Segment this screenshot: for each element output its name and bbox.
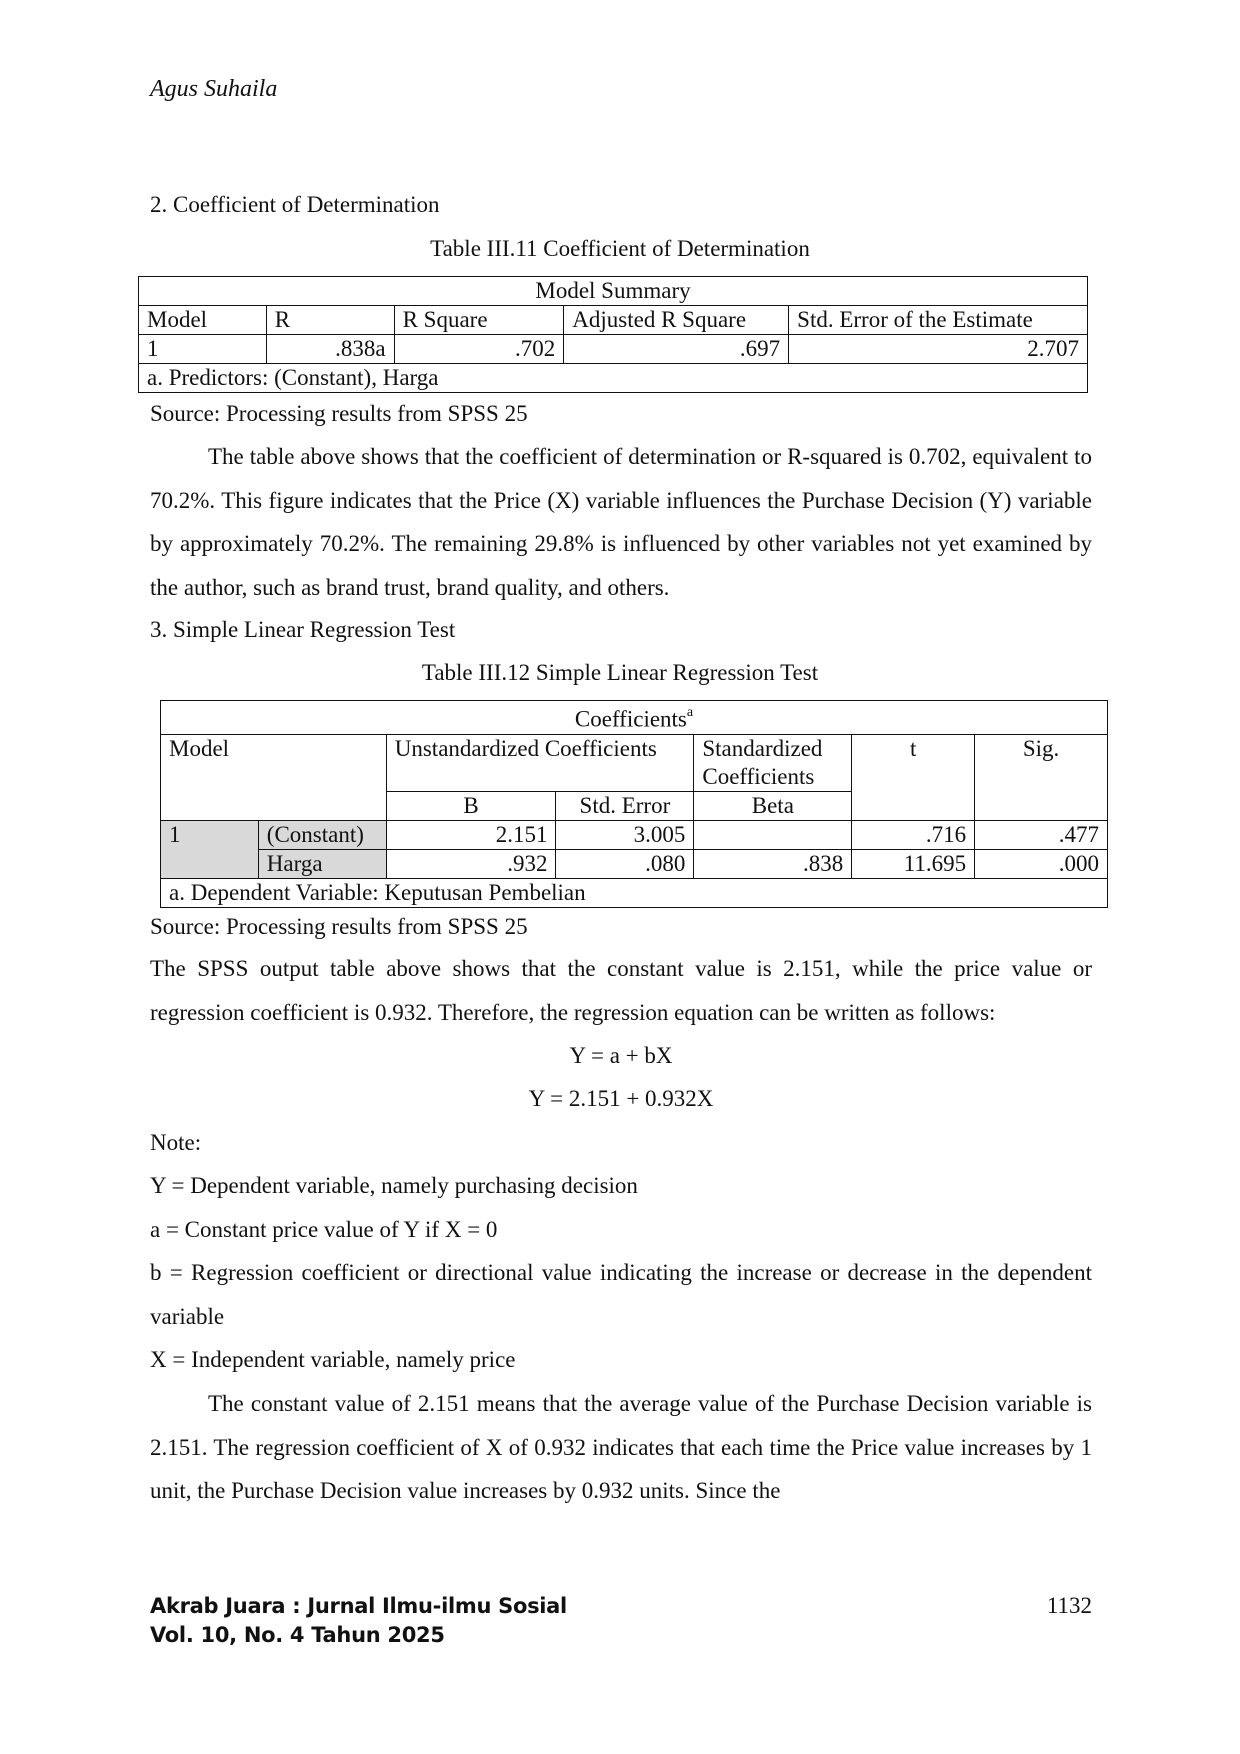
header-cell: Model [139, 306, 267, 335]
table-caption-iii-11: Table III.11 Coefficient of Determination [430, 236, 810, 261]
table-row [161, 820, 1108, 849]
header-b: B [386, 791, 556, 820]
row-name: (Constant) [258, 820, 386, 849]
running-header-author: Agus Suhaila [150, 76, 278, 102]
cell-sig: .477 [975, 820, 1108, 849]
table-header-row [139, 306, 1088, 335]
journal-volume: Vol. 10, No. 4 Tahun 2025 [150, 1623, 445, 1647]
table-row [161, 849, 1108, 878]
header-t: t [852, 734, 975, 820]
page-number: 1132 [1046, 1593, 1092, 1618]
table-cell: .697 [564, 335, 789, 364]
table-cell: .838a [266, 335, 394, 364]
model-summary-table [138, 276, 1088, 393]
row-model-number: 1 [161, 820, 259, 878]
table-source: Source: Processing results from SPSS 25 [150, 914, 528, 939]
table-caption-iii-12: Table III.12 Simple Linear Regression Test [421, 660, 819, 685]
header-model: Model [161, 734, 387, 820]
cell-t: 11.695 [852, 849, 975, 878]
cell-t: .716 [852, 820, 975, 849]
table-cell: 2.707 [789, 335, 1088, 364]
cell-b: .932 [386, 849, 556, 878]
journal-name: Akrab Juara : Jurnal Ilmu-ilmu Sosial [150, 1594, 567, 1618]
note-a: a = Constant price value of Y if X = 0 [150, 1217, 498, 1242]
section-heading-simple-linear-regression: 3. Simple Linear Regression Test [150, 617, 456, 642]
note-x: X = Independent variable, namely price [150, 1347, 516, 1372]
equation-estimated: Y = 2.151 + 0.932X [528, 1086, 714, 1111]
table-title-superscript: a [686, 705, 694, 720]
note-b: b = Regression coefficient or directional value indicating the increase or decrease in the dependent variable [150, 1260, 1092, 1329]
table-title-text: Coefficients [574, 706, 687, 732]
table-row [139, 335, 1088, 364]
cell-beta [694, 820, 852, 849]
table-cell: 1 [139, 335, 267, 364]
row-name: Harga [258, 849, 386, 878]
header-beta: Beta [694, 791, 852, 820]
table-footnote: a. Dependent Variable: Keputusan Pembelian [161, 878, 1108, 907]
table-title [161, 701, 1108, 735]
section-heading-coefficient-of-determination: 2. Coefficient of Determination [150, 192, 440, 217]
table-source: Source: Processing results from SPSS 25 [150, 401, 528, 426]
footer-journal-info [150, 1592, 567, 1650]
paragraph-determination: The table above shows that the coefficient of determination or R-squared is 0.702, equivalent to 70.2%. This figure indicates that the Price (X) variable influences the Purchase Decision (Y) variable by approximately 70.2%. The remaining 29.8% is influenced by other variables not yet examined by the author, such as brand trust, brand quality, and others. [150, 444, 1092, 600]
table-cell: .702 [394, 335, 564, 364]
header-cell: R [266, 306, 394, 335]
header-cell: Adjusted R Square [564, 306, 789, 335]
header-unstandardized: Unstandardized Coefficients [386, 734, 694, 791]
cell-beta: .838 [694, 849, 852, 878]
equation-general: Y = a + bX [569, 1043, 673, 1068]
header-sig: Sig. [975, 734, 1108, 820]
cell-b: 2.151 [386, 820, 556, 849]
note-y: Y = Dependent variable, namely purchasing decision [150, 1173, 638, 1198]
cell-sig: .000 [975, 849, 1108, 878]
header-std-error: Std. Error [556, 791, 694, 820]
table-footnote: a. Predictors: (Constant), Harga [139, 364, 1088, 393]
coefficients-table [160, 700, 1108, 908]
cell-std-error: 3.005 [556, 820, 694, 849]
table-title: Model Summary [139, 277, 1088, 306]
header-cell: Std. Error of the Estimate [789, 306, 1088, 335]
paragraph-regression-output: The SPSS output table above shows that the constant value is 2.151, while the price value or regression coefficient is 0.932. Therefore, the regression equation can be written as follows: [150, 956, 1092, 1025]
header-cell: R Square [394, 306, 564, 335]
cell-std-error: .080 [556, 849, 694, 878]
paragraph-interpretation: The constant value of 2.151 means that the average value of the Purchase Decision variable is 2.151. The regression coefficient of X of 0.932 indicates that each time the Price value increases by 1 unit, the Purchase Decision value increases by 0.932 units. Since the [150, 1391, 1092, 1503]
header-standardized: Standardized Coefficients [694, 734, 852, 791]
note-label: Note: [150, 1130, 202, 1155]
